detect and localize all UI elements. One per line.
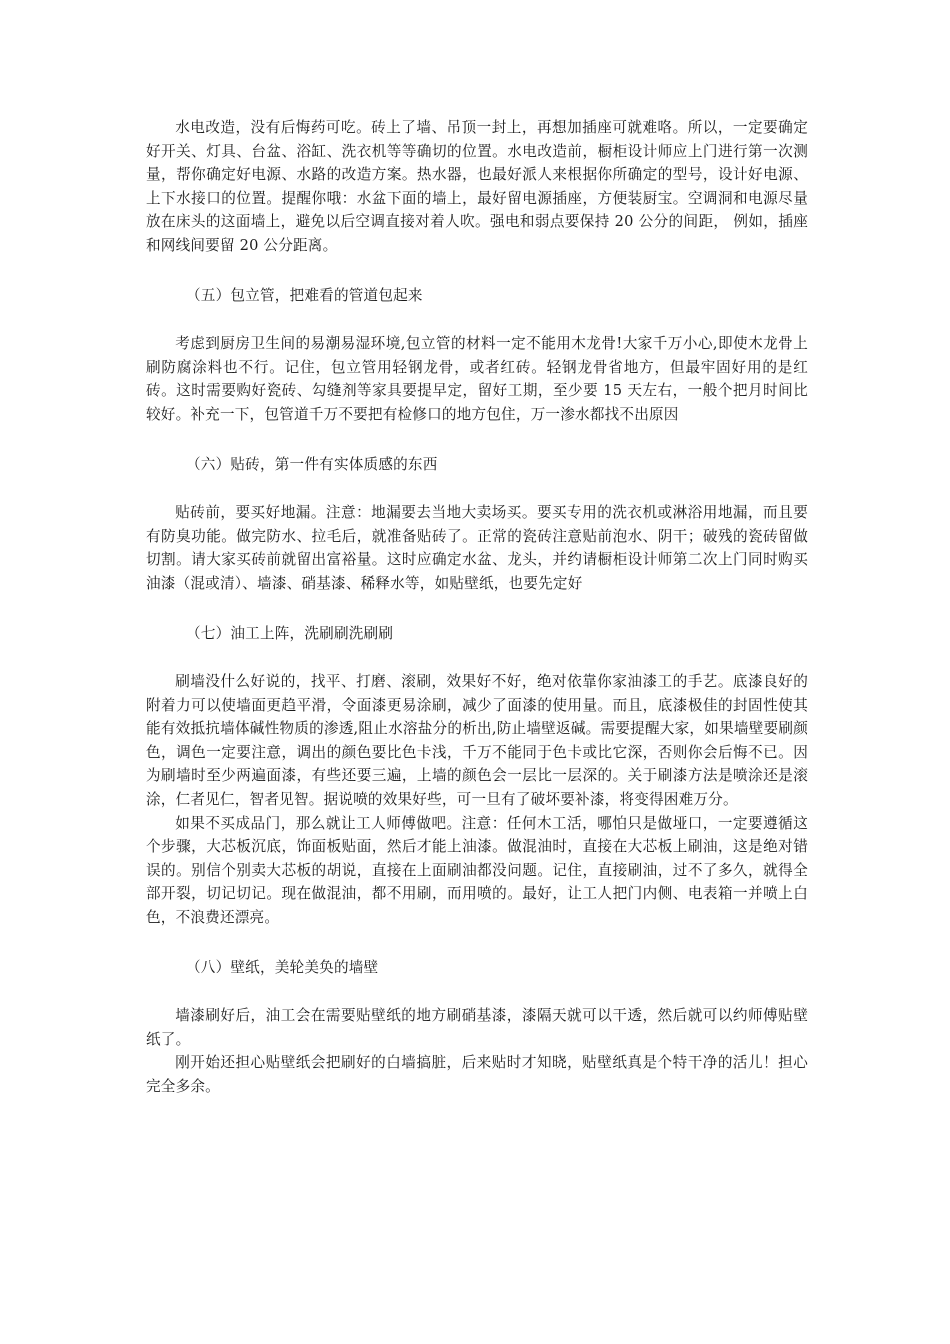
paragraph-wallpaper-prep: 墙漆刷好后，油工会在需要贴壁纸的地方刷硝基漆，漆隔天就可以干透，然后就可以约师傅贴壁纸了。 [146, 1007, 808, 1048]
paragraph-door-painting: 如果不买成品门，那么就让工人师傅做吧。注意：任何木工活，哪怕只是做垭口，一定要遵循这个步骤，大芯板沉底，饰面板贴面，然后才能上油漆。做混油时，直接在大芯板上刷油，这是绝对错误的。别信个别卖大芯板的胡说，直接在上面刷油都没问题。记住，直接刷油，过不了多久，就得全部开裂，切记切记。现在做混油，都不用刷，而用喷的。最好，让工人把门内侧、电表箱一并喷上白色，不浪费还漂亮。 [146, 814, 808, 927]
section-heading-5: （五）包立管，把难看的管道包起来 [186, 286, 423, 304]
paragraph-pipe-boxing: 考虑到厨房卫生间的易潮易湿环境,包立管的材料一定不能用木龙骨!大家千万小心,即使木龙骨上刷防腐涂料也不行。记住，包立管用轻钢龙骨，或者红砖。轻钢龙骨省地方，但最牢固好用的是红砖。这时需要购好瓷砖、勾缝剂等家具要提早定，留好工期，至少要 15 天左右，一般个把月时间比较好。补充一下，包管道千万不要把有检修口的地方包住，万一渗水都找不出原因 [146, 335, 808, 423]
paragraph-wall-painting: 刷墙没什么好说的，找平、打磨、滚刷，效果好不好，绝对依靠你家油漆工的手艺。底漆良好的附着力可以使墙面更趋平滑，令面漆更易涂刷，减少了面漆的使用量。而且，底漆极佳的封固性使其能有效抵抗墙体碱性物质的渗透,阻止水溶盐分的析出,防止墙壁返碱。需要提醒大家，如果墙壁要刷颜色，调色一定要注意，调出的颜色要比色卡浅，千万不能同于色卡或比它深，否则你会后悔不已。因为刷墙时至少两遍面漆，有些还要三遍，上墙的颜色会一层比一层深的。关于刷漆方法是喷涂还是滚涂，仁者见仁，智者见智。据说喷的效果好些，可一旦有了破坏要补漆，将变得困难万分。 [146, 673, 808, 809]
section-heading-6: （六）贴砖，第一件有实体质感的东西 [186, 455, 438, 473]
document-page [146, 116, 808, 1099]
section-heading-8: （八）壁纸，美轮美奂的墙壁 [186, 958, 379, 976]
paragraph-tiling: 贴砖前，要买好地漏。注意：地漏要去当地大卖场买。要买专用的洗衣机或淋浴用地漏，而且要有防臭功能。做完防水、拉毛后，就准备贴砖了。正常的瓷砖注意贴前泡水、阴干；破残的瓷砖留做切割。请大家买砖前就留出富裕量。这时应确定水盆、龙头，并约请橱柜设计师第二次上门同时购买油漆（混或清）、墙漆、硝基漆、稀释水等，如贴壁纸，也要先定好 [146, 504, 808, 592]
paragraph-wallpaper-clean: 刚开始还担心贴壁纸会把刷好的白墙搞脏，后来贴时才知晓，贴壁纸真是个特干净的活儿！担心完全多余。 [146, 1054, 808, 1095]
section-heading-7: （七）油工上阵，洗刷刷洗刷刷 [186, 624, 394, 642]
paragraph-plumbing-electrical: 水电改造，没有后悔药可吃。砖上了墙、吊顶一封上，再想加插座可就难咯。所以，一定要确定好开关、灯具、台盆、浴缸、洗衣机等等确切的位置。水电改造前，橱柜设计师应上门进行第一次测量，帮你确定好电源、水路的改造方案。热水器，也最好派人来根据你所确定的型号，设计好电源、上下水接口的位置。提醒你哦：水盆下面的墙上，最好留电源插座，方便装厨宝。空调洞和电源尽量放在床头的这面墙上，避免以后空调直接对着人吹。强电和弱点要保持 20 公分的间距， 例如，插座和网线间要留 20 公分距离。 [146, 119, 808, 254]
